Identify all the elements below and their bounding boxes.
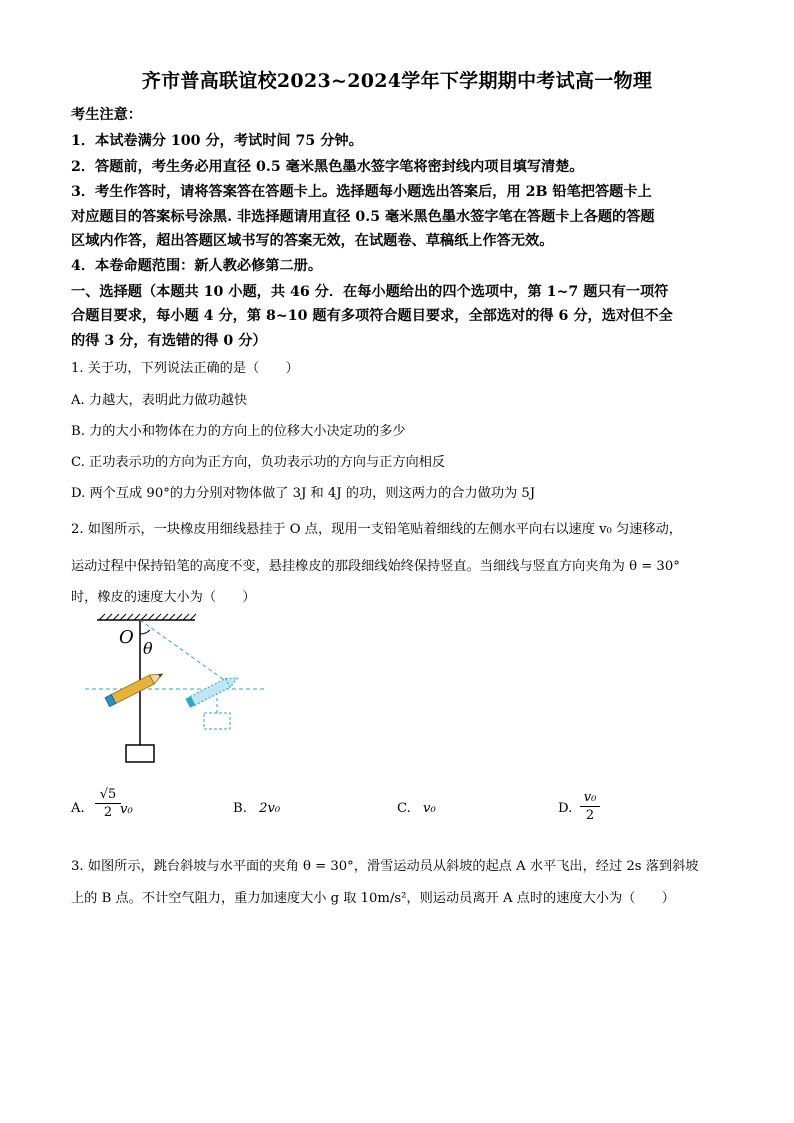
option-letter: A.: [71, 801, 85, 816]
notice-line: 4．本卷命题范围：新人教必修第二册。: [71, 258, 323, 274]
q2-figure: [85, 612, 285, 772]
notice-heading: 考生注意：: [71, 107, 142, 123]
ceiling-hatch: [99, 614, 196, 620]
fraction-bar: [580, 806, 600, 807]
q2-stem: 运动过程中保持铅笔的高度不变，悬挂橡皮的那段细线始终保持竖直。当细线与竖直方向夹角为 θ = 30°: [71, 559, 680, 574]
q1-option-a: A. 力越大，表明此力做功越快: [71, 393, 248, 408]
angle-arc: [140, 630, 150, 634]
fraction-bar: [95, 803, 121, 804]
dashed-inclined-string: [140, 620, 227, 682]
q1-stem: 1. 关于功，下列说法正确的是（ ）: [71, 361, 299, 376]
dashed-eraser: [204, 713, 230, 729]
q3-stem: 3. 如图所示，跳台斜坡与水平面的夹角 θ = 30°，滑雪运动员从斜坡的起点 A 水平飞出，经过 2s 落到斜坡: [71, 859, 699, 874]
option-letter: D.: [558, 801, 573, 816]
exam-title: 齐市普高联谊校2023~2024学年下学期期中考试高一物理: [141, 70, 653, 92]
option-letter: B.: [233, 801, 247, 816]
option-letter: C.: [397, 801, 411, 816]
q3-stem: 上的 B 点。不计空气阻力，重力加速度大小 g 取 10m/s²，则运动员离开 A 点时的速度大小为（ ）: [71, 891, 675, 906]
q1-option-d: D. 两个互成 90°的力分别对物体做了 3J 和 4J 的功，则这两力的合力做功为 5J: [71, 486, 536, 501]
notice-line: 对应题目的答案标号涂黑. 非选择题请用直径 0.5 毫米黑色墨水签字笔在答题卡上各题的答题: [71, 209, 655, 225]
q2-option-d: [558, 801, 572, 816]
q2-option-a: [71, 801, 85, 816]
q2-option-a-suffix: v₀: [120, 802, 133, 817]
fraction-numerator: √5: [99, 787, 117, 802]
notice-line: 2．答题前，考生务必用直径 0.5 毫米黑色墨水签字笔将密封线内项目填写清楚。: [71, 159, 584, 175]
section-heading: 合题目要求，每小题 4 分，第 8~10 题有多项符合题目要求，全部选对的得 6 分，选对但不全: [71, 308, 673, 324]
q1-option-b: B. 力的大小和物体在力的方向上的位移大小决定功的多少: [71, 424, 406, 439]
q2-stem: 2. 如图所示，一块橡皮用细线悬挂于 O 点，现用一支铅笔贴着细线的左侧水平向右以速度 v₀ 匀速移动，: [71, 522, 682, 537]
q2-option-b: [233, 801, 280, 816]
moved-pencil: [185, 673, 239, 707]
option-value: 2v₀: [259, 801, 281, 816]
eraser-box: [126, 745, 154, 762]
q2-option-a-fraction: [93, 787, 123, 820]
label-theta: θ: [143, 639, 153, 658]
fraction-denominator: 2: [103, 805, 113, 820]
fraction-denominator: 2: [585, 808, 595, 823]
notice-line: 3．考生作答时，请将答案答在答题卡上。选择题每小题选出答案后，用 2B 铅笔把答题卡上: [71, 184, 652, 200]
q2-option-d-fraction: [578, 790, 602, 823]
section-heading: 一、选择题（本题共 10 小题，共 46 分．在每小题给出的四个选项中，第 1~7 题只有一项符: [71, 284, 669, 300]
notice-line: 区域内作答，超出答题区域书写的答案无效，在试题卷、草稿纸上作答无效。: [71, 233, 554, 249]
q1-option-c: C. 正功表示功的方向为正方向，负功表示功的方向与正方向相反: [71, 455, 446, 470]
label-o: O: [119, 627, 134, 648]
option-value: v₀: [423, 801, 436, 816]
q2-stem: 时，橡皮的速度大小为（ ）: [71, 590, 256, 605]
notice-line: 1．本试卷满分 100 分，考试时间 75 分钟。: [71, 133, 363, 149]
pencil: [105, 670, 165, 707]
section-heading: 的得 3 分，有选错的得 0 分）: [71, 333, 267, 349]
q2-option-c: [397, 801, 436, 816]
fraction-numerator: v₀: [583, 790, 597, 805]
